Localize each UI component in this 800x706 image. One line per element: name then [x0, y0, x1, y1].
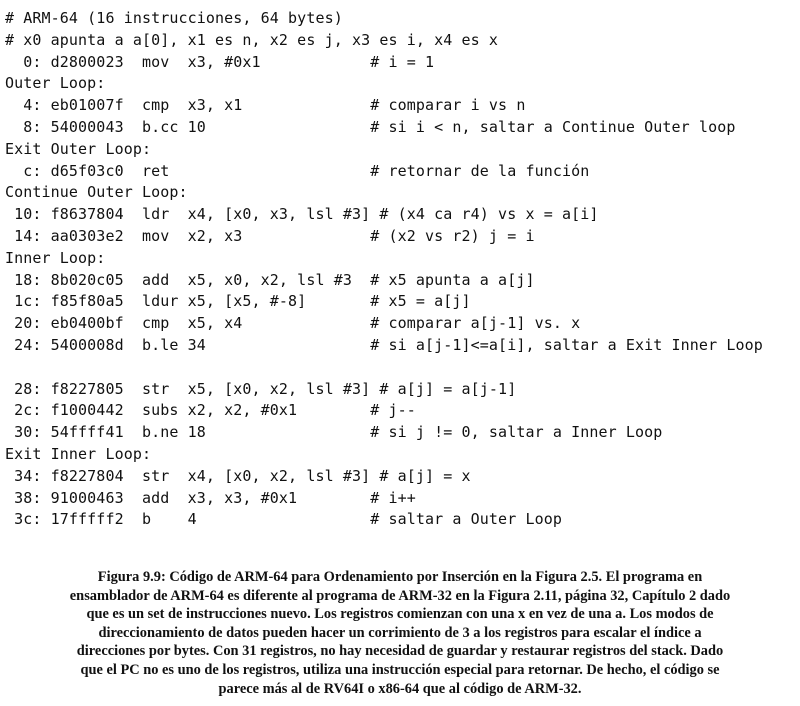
code-line: 20: eb0400bf cmp x5, x4 # comparar a[j-1] vs. x — [5, 314, 581, 333]
code-label-exit-outer-loop: Exit Outer Loop: — [5, 139, 152, 158]
code-line: 14: aa0303e2 mov x2, x3 # (x2 vs r2) j = i — [5, 226, 535, 245]
code-line: 3c: 17fffff2 b 4 # saltar a Outer Loop — [5, 510, 562, 529]
code-label-outer-loop: Outer Loop: — [5, 74, 106, 93]
caption-line: direccionamiento de datos pueden hacer un corrimiento de 3 a los registros para escalar el índice a — [98, 624, 702, 641]
code-line: 4: eb01007f cmp x3, x1 # comparar i vs n — [5, 96, 526, 115]
code-line: 10: f8637804 ldr x4, [x0, x3, lsl #3] # (x4 ca r4) vs x = a[i] — [5, 205, 599, 224]
code-label-continue-outer-loop: Continue Outer Loop: — [5, 183, 188, 202]
code-line: 1c: f85f80a5 ldur x5, [x5, #-8] # x5 = a[j] — [5, 292, 471, 311]
caption-line: parece más al de RV64I o x86-64 que al código de ARM-32. — [218, 680, 582, 697]
caption-line: direcciones por bytes. Con 31 registros, no hay necesidad de guardar y restaurar registros del stack. Dado — [76, 643, 724, 660]
code-label-inner-loop: Inner Loop: — [5, 248, 106, 267]
code-line: 24: 5400008d b.le 34 # si a[j-1]<=a[i], saltar a Exit Inner Loop — [5, 335, 763, 354]
code-label-exit-inner-loop: Exit Inner Loop: — [5, 444, 152, 463]
caption-line: Figura 9.9: Código de ARM-64 para Ordenamiento por Inserción en la Figura 2.5. El programa en — [97, 569, 703, 585]
code-line-header: # ARM-64 (16 instrucciones, 64 bytes) — [5, 9, 343, 27]
code-line-register-comment: # x0 apunta a a[0], x1 es n, x2 es j, x3 es i, x4 es x — [5, 30, 499, 49]
code-line: 30: 54ffff41 b.ne 18 # si j != 0, saltar a Inner Loop — [5, 423, 663, 442]
code-line: 8: 54000043 b.cc 10 # si i < n, saltar a Continue Outer loop — [5, 117, 736, 136]
code-line: 2c: f1000442 subs x2, x2, #0x1 # j-- — [5, 401, 416, 420]
code-line: c: d65f03c0 ret # retornar de la función — [5, 161, 590, 180]
code-blank-line — [5, 357, 763, 379]
caption-line: que el PC no es uno de los registros, utiliza una instrucción especial para retornar. De hecho, el código se — [80, 661, 720, 678]
code-line: 34: f8227804 str x4, [x0, x2, lsl #3] # a[j] = x — [5, 466, 471, 485]
code-line: 38: 91000463 add x3, x3, #0x1 # i++ — [5, 488, 416, 507]
caption-line: que es un set de instrucciones nuevo. Los registros comienzan con una x en vez de una a. Los modos de — [86, 606, 714, 623]
figure-caption — [10, 568, 790, 698]
code-line: 0: d2800023 mov x3, #0x1 # i = 1 — [5, 52, 435, 71]
code-listing — [5, 8, 763, 531]
code-line: 28: f8227805 str x5, [x0, x2, lsl #3] # a[j] = a[j-1] — [5, 379, 517, 398]
code-line: 18: 8b020c05 add x5, x0, x2, lsl #3 # x5 apunta a a[j] — [5, 270, 535, 289]
caption-line: ensamblador de ARM-64 es diferente al programa de ARM-32 en la Figura 2.11, página 32, Capítulo 2 dado — [69, 587, 731, 604]
